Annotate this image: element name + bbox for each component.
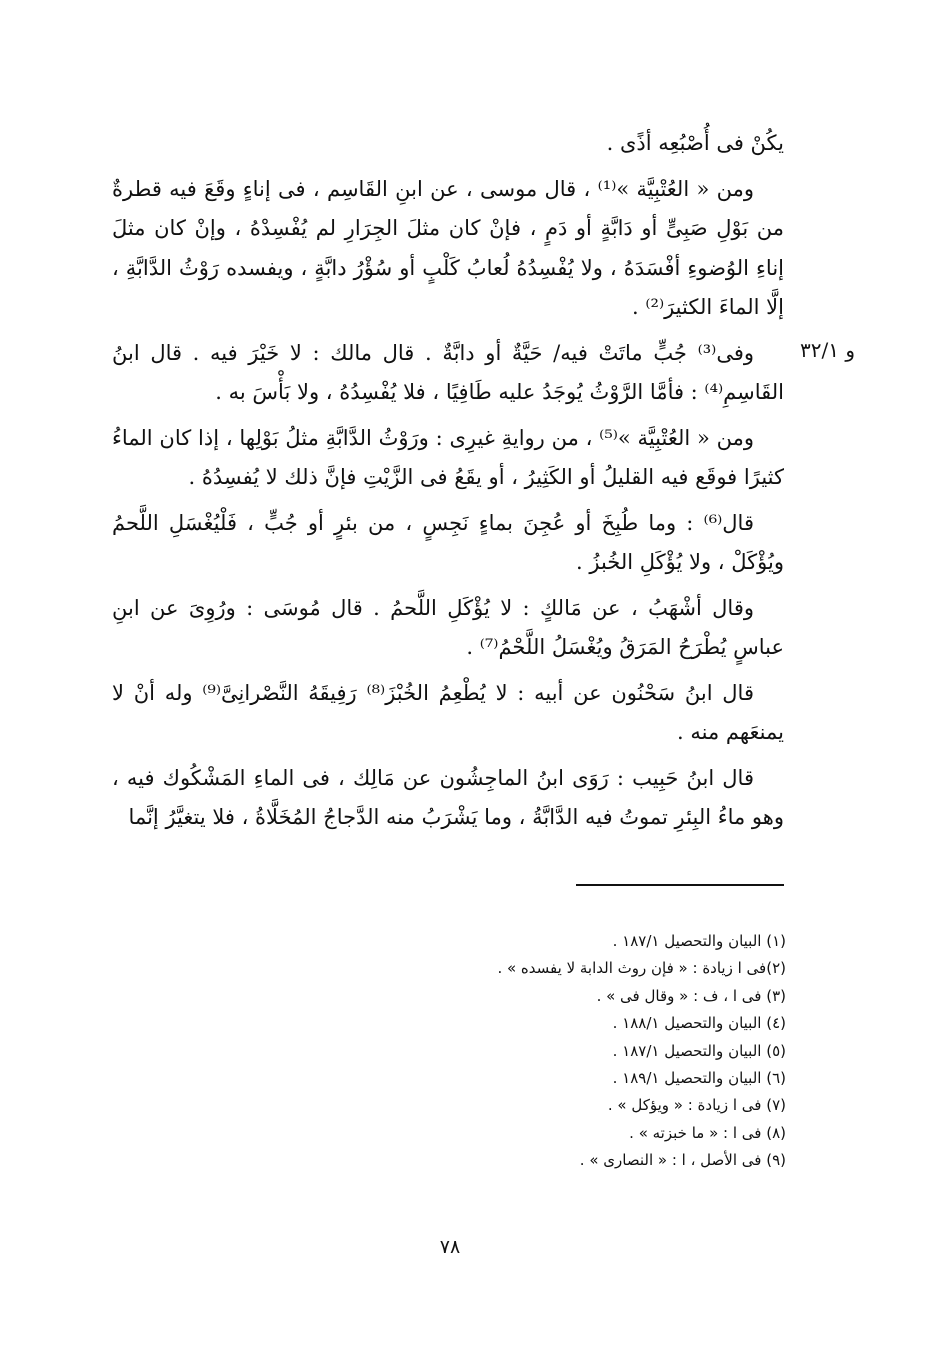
footnotes — [440, 928, 786, 1175]
footnote-2: (٢)فى ا زيادة : « فإن روث الدابة لا يفسده » . — [497, 959, 786, 978]
paragraph-4: ومن « العُتْبِيَّة »⁽⁵⁾ ، من روايةِ غيرِى : ورَوْثُ الدَّابَّةِ مثلُ بَوْلِها ، إذا كان الماءُ كثيرًا فوقَع فيه القليلُ أو الكَثِيرُ ، أو يقَعُ فى الزَّيْتِ فإنَّ ذلك لا يُفسِدُهُ . — [112, 425, 784, 489]
footnote-separator — [576, 884, 784, 886]
paragraph-8: قال ابنُ حَبِيب : رَوَى ابنُ الماجِشُون عن مَالِك ، فى الماءِ المَشْكُوك فيه ، وهو ماءُ البِئرِ تموتُ فيه الدَّابَّةُ ، وما يَشْرَبُ منه الدَّجاجُ المُخَلَّاةُ ، فلا يتغيَّرُ إنَّما — [112, 765, 784, 829]
manuscript-folio-reference: و ٣٢/١ — [800, 338, 855, 362]
footnote-8: (٨) فى ا : « ما خبزته » . — [629, 1123, 786, 1142]
paragraph-3: وفى⁽³⁾ جُبٍّ ماتَتْ فيه/ حَيَّةٌ أو دابَّةٌ . قال مالك : لا خَيْرَ فيه . قال ابنُ القَاسِمِ⁽⁴⁾ : فأمَّا الرَّوْثُ يُوجَدُ عليه طَافِيًا ، فلا يُفْسِدُهُ ، ولا بَأْسَ به . — [112, 340, 784, 404]
footnote-3: (٣) فى ا ، ف : « وقال فى » . — [596, 986, 786, 1005]
paragraph-2: ومن « العُتْبِيَّة »⁽¹⁾ ، قال موسى ، عن ابنِ القَاسِم ، فى إناءٍ وقَعَ فيه قطرةٌ من بَوْلِ صَبِىٍّ أو دَابَّةٍ أو دَمٍ ، فإنْ كان مثلَ الجِرَارِ لم يُفْسِدْهُ ، وإنْ كان مثلَ إناءِ الوُضوءِ أفْسَدَهُ ، ولا يُفْسِدُهُ لُعابُ كَلْبٍ أو سُؤْرُ دابَّةٍ ، ويفسده رَوْثُ الدَّابَّةِ ، إلَّا الماءَ الكثيرَ⁽²⁾ . — [112, 176, 784, 319]
footnote-1: (١) البيان والتحصيل ١٨٧/١ . — [612, 932, 786, 950]
footnote-5: (٥) البيان والتحصيل ١٨٧/١ . — [612, 1041, 786, 1060]
footnote-9: (٩) فى الأصل ، ا : « النصارى » . — [579, 1151, 786, 1170]
paragraph-6: وقال أشْهَبُ ، عن مَالكٍ : لا يُؤْكَلِ اللَّحمُ . قال مُوسَى : ورُوِىَ عن ابنِ عباسٍ يُطْرَحُ المَرَقُ ويُغْسَلُ اللَّحْمُ⁽⁷⁾ . — [112, 595, 784, 659]
paragraph-5: قال⁽⁶⁾ : وما طُبِخَ أو عُجِنَ بماءٍ نَجِسٍ ، من بئرٍ أو جُبٍّ ، فَلْيُغْسَلِ اللَّحمُ ويُؤْكَلْ ، ولا يُؤْكَلِ الخُبزُ . — [112, 510, 784, 574]
footnote-4: (٤) البيان والتحصيل ١٨٨/١ . — [612, 1014, 786, 1033]
footnote-6: (٦) البيان والتحصيل ١٨٩/١ . — [612, 1069, 786, 1088]
paragraph-1: يكُنْ فى أُصْبُعِه أذًى . — [606, 131, 784, 155]
footnote-7: (٧) فى ا زيادة : « ويؤكل » . — [607, 1096, 786, 1115]
page-number: ٧٨ — [439, 1236, 461, 1258]
main-text — [112, 124, 784, 844]
paragraph-7: قال ابنُ سَحْنُون عن أبيه : لا يُطْعِمُ الخُبْزَ⁽⁸⁾ رَفِيقَهُ النَّصْرانِىَّ⁽⁹⁾ وله أنْ لا يمنعَهم منه . — [112, 680, 784, 744]
